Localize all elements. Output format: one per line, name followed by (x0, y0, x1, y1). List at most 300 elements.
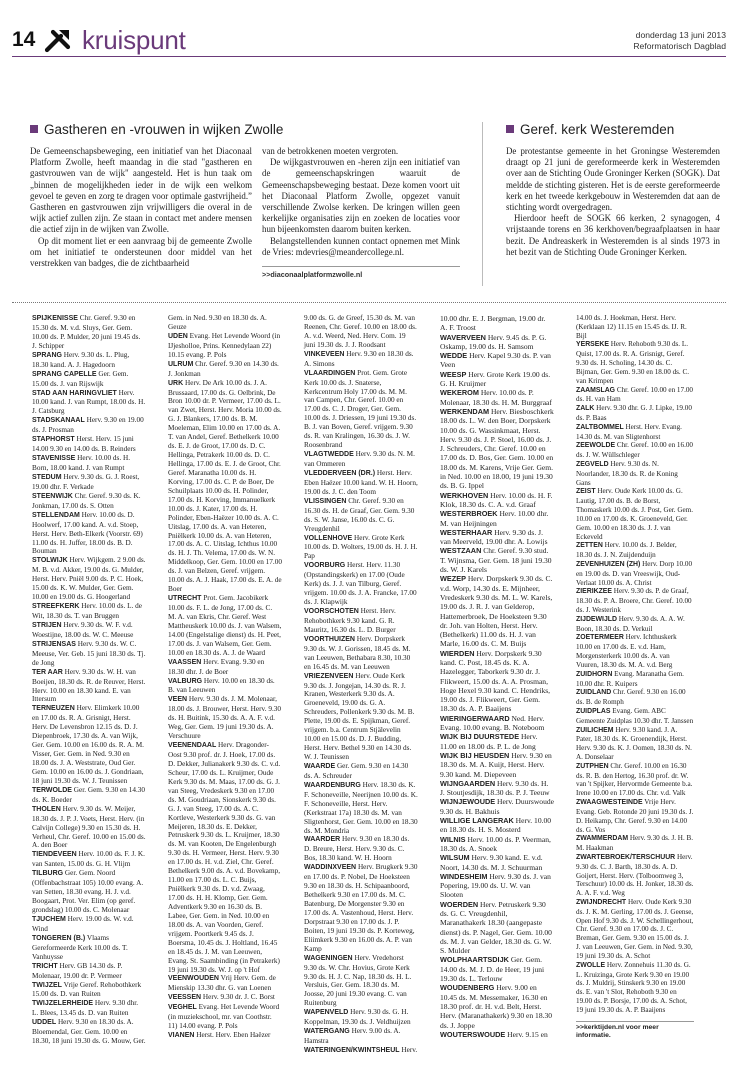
listing-entry (168, 695, 282, 741)
place-name: WERKHOVEN (440, 490, 489, 500)
listing-entry (304, 635, 418, 672)
service-times: 14.00 ds. J. Hoekman, Herst. Herv. (Kerklaan 12) 11.15 en 15.45 ds. IJ. R. Bijl (576, 314, 687, 340)
place-name: ZWARTEBROEK/TERSCHUUR (576, 853, 676, 861)
source-link[interactable]: >>diaconaalplatformzwolle.nl (262, 266, 460, 280)
service-times: Herv. 9.15 en (507, 1029, 548, 1039)
listing-entry (304, 561, 418, 607)
service-times: Herv. 9.30 ds. L. Plug, 18.30 kand. A. J. Hagedoorn (32, 350, 130, 369)
listing-entry (168, 594, 282, 658)
place-name: TJUCHEM (32, 915, 66, 923)
service-times: Evang. Het Levende Woord (in muziekschool, mr. van Coothstr. 11) 14.00 evang. P. Pols (168, 1003, 280, 1031)
listing-entry (576, 726, 694, 762)
service-times: Herv. 9.30 ds. J. H. B. M. Haakman (576, 834, 694, 853)
place-name: VOLLENHOVE (304, 534, 353, 542)
service-times: Herv. 10.00 en 18.30 ds. B. van Leeuwen (168, 676, 275, 695)
paragraph: De protestantse gemeente in het Groningse Westeremden draagt op 21 juni de gereformeerde kerk in Westeremden over aan de Stichting Oude Groninger Kerken (SOGK). Dat meldde de stichting gisteren. Het is de eerste gereformeerde kerk en het tweede kerkgebouw in Westeremden dat aan de stichting wordt overgedragen. (506, 146, 720, 213)
listing-entry (304, 369, 418, 450)
listing-entry (440, 983, 554, 1029)
place-name: WINDESHEIM (440, 871, 488, 881)
service-times: Vrij Herv. Gem. de Mienskip 13.30 dhr. G. van Loenen (168, 974, 276, 993)
listing-entry (32, 473, 146, 492)
place-name: VEESSEN (168, 994, 202, 1002)
place-name: WIERINGERWAARD (440, 713, 510, 723)
service-times: Herst. Herv. Eben Haëzer (196, 1031, 271, 1040)
place-name: WIJK BIJ HEUSDEN (440, 750, 510, 760)
place-name: WADDINXVEEN (304, 864, 357, 872)
place-name: WIERDEN (440, 648, 475, 658)
place-name: WOUDENBERG (440, 983, 495, 993)
listing-entry (32, 981, 146, 1000)
place-name: STOLWIJK (32, 557, 68, 565)
listing-entry (168, 1031, 282, 1041)
listing-entry (576, 834, 694, 853)
article-gastheren-title (30, 122, 283, 137)
listing-entry (576, 314, 694, 340)
place-name: WEZEP (440, 574, 466, 584)
listing-entry (168, 658, 282, 677)
place-name: TIENDEVEEN (32, 851, 77, 859)
paragraph: Belangstellenden kunnen contact opnemen met Mink de Vries: mdevries@meandercollege.nl. (262, 235, 460, 257)
listing-entry (576, 798, 694, 834)
service-times: Herv. 9.30 ds. J. M. Molenaar, 18.00 ds. J. Brouwer, Herst. Herv. 9.30 ds. H. Buitink, 15.30 ds. A. A. F. v.d. Weg, Ger. Gem. 19 juni 19.30 ds. A. Verschuure (168, 695, 282, 741)
service-times: Herv. GB 14.30 ds. P. Molenaar, 19.00 dr. P. Vermeer (32, 961, 123, 980)
service-times: Herv. 9.30 ds. C. J. Barth, 18.30 ds. A. D. Goijert, Herst. Herv. (Tolboomweg 3, Terschuur) 10.00 ds. H. Jonker, 18.30 ds. A. A. F. v.d. Weg (576, 852, 694, 898)
place-name: ZIERIKZEE (576, 588, 612, 596)
service-times: Evang. Gem. ABC Gemeente Zuidplas 10.30 dhr. T. Janssen (576, 706, 694, 725)
place-name: VAASSEN (168, 658, 202, 666)
service-times: Chr. Geref. 9.30 ds. K. Jonkman, 17.00 ds. S. Otten (32, 491, 141, 510)
place-name: YERSEKE (576, 341, 609, 349)
service-times: Herv. 9.30 ds. J. van Meerveld, 19.00 dhr. A. Lowijs (440, 527, 548, 547)
place-name: WATERGANG (304, 1028, 350, 1036)
place-name: TERWOLDE (32, 786, 72, 794)
place-name: WOLPHAARTSDIJK (440, 955, 509, 965)
listing-entry (32, 999, 146, 1018)
place-name: WAARDENBURG (304, 781, 361, 789)
listing-column-5 (576, 314, 694, 1041)
place-name: SPIJKENISSE (32, 315, 78, 322)
service-times: Herv. Rehoboth 9.30 ds. L. Quist, 17.00 ds. R. A. Grisnigt, Geref. 9.30 ds. H. Scholing, 14.30 ds. C. Bijman, Ger. Gem. 9.30 en 18.00 ds. C. van Krimpen (576, 340, 690, 385)
service-times: Herv. 10.00 kand. J. van Rumpt, 18.00 ds. H. J. Catsburg (32, 388, 146, 416)
service-times: Herv. Oude Kerk 9.30 ds. J. Jongejan, 14.30 ds. R. J. Kranen, Westerkerk 9.30 ds. A. Groeneveld, 19.00 ds. G. A. Schreuders, Pollenkerk 9.30 ds. M. B. Plette, 19.00 ds. E. Spijkman, Geref. vrijgem. b.a. Centrum Stjälevelin 10.00 en 15.00 ds. D. J. Budding, Herst. Herv. Bethel 9.30 en 14.30 ds. W. J. Teunissen (304, 671, 415, 761)
place-name: WILSUM (440, 853, 470, 863)
listing-entry (440, 816, 554, 835)
place-name: STAVENISSE (32, 455, 76, 463)
listing-entry (304, 835, 418, 863)
service-times: Herv. 10.00 ds. J. Belder, 18.30 ds. J. N. Zuijdenduijn (576, 541, 677, 560)
article-westeremden-body (506, 146, 720, 258)
place-name: TWIJZEL (32, 981, 62, 989)
place-name: ZEIST (576, 488, 596, 496)
paragraph: Hierdoor heeft de SOGK 66 kerken, 2 synagogen, 4 vrijstaande torens en 36 kerkhoven/begraafplaatsen in haar bezit. De Andreaskerk in Westeremden is al sinds 1973 in het bezit van de Stichting Oude Groninger Kerken. (506, 213, 720, 257)
listing-entry (440, 714, 554, 733)
listing-entry (576, 560, 694, 587)
service-times: Chr. Geref. 10.00 en 16.30 ds. R. B. den Hertog, 16.30 prof. dr. W. van 't Spijker, Hervormde Gemeente b.a. Irene 10.00 en 17.00 ds. Chr. v.d. Valk (576, 761, 693, 798)
place-name: WAPENVELD (304, 1009, 349, 1017)
service-times: Chr. Geref. 9.30 stud. T. Wijnsma, Ger. Gem. 18 juni 19.30 ds. W. J. Karels (440, 546, 552, 575)
listing-column-2 (168, 314, 282, 1041)
place-name: STELLENDAM (32, 511, 80, 519)
listing-entry (168, 677, 282, 696)
service-times: Herv. 10.00 ds. H. Born, 18.00 kand. J. van Rumpt (32, 454, 131, 472)
page-number: 14 (12, 28, 36, 51)
service-times: Herv. (401, 1046, 418, 1054)
place-name: VEENWOUDEN (168, 975, 219, 983)
listing-entry (576, 587, 694, 614)
service-times: Herv. 9.30 en 18.30 ds. M. A. Kuijt, Herst. Herv. 9.30 kand. M. Diepeveen (440, 750, 552, 779)
column-divider (482, 122, 483, 286)
place-name: ZUIDPLAS (576, 707, 611, 715)
listing-entry (304, 534, 418, 562)
service-times: Herst. Herv. Rehobothkerk 9.30 kand. G. R. Mauritz, 16.30 ds. L. D. Burger (304, 607, 396, 634)
service-times: Herv. Brugkerk 9.30 en 17.00 ds. P. Nobel, De Hoeksteen 9.30 en 18.30 ds. H. Schipaanboord, Bethelkerk 9.30 en 17.00 ds. M. C. Batenburg, De Morgenster 9.30 en 17.00 ds. A. Vastenhoud, Herst. Herv. Dorpstraat 9.30 en 17.00 ds. J. P. Boiten, 19 juni 19.30 ds. P. Korteweg, Eliimkerk 9.30 en 16.00 ds. A. P. van Kamp (304, 863, 418, 953)
listing-entry (32, 602, 146, 621)
listing-entry (32, 556, 146, 602)
place-name: WILNIS (440, 834, 466, 844)
place-name: ZWAMMERDAM (576, 835, 629, 843)
listing-entry (32, 704, 146, 785)
place-name: VEGHEL (168, 1004, 197, 1012)
listing-entry (304, 781, 418, 836)
listing-entry (304, 1046, 418, 1056)
listing-entry (168, 360, 282, 379)
place-name: UDEN (168, 332, 188, 340)
place-name: ZWAAGWESTEINDE (576, 799, 643, 807)
service-times: Herv. 10.00 ds. P. Molenaar, 18.30 ds. H. M. Burggraaf (440, 388, 552, 407)
service-times: Herv. Dorpskerk 9.30 kand. C. Post, 18.45 ds. K. A. Hazelegger, Taborkerk 9.30 dr. J. Flikweert, 15.00 ds. A. A. Prosman, Hoge Hexel 9.30 kand. C. Hendriks, 19.00 ds. J. Flikweert, Ger. Gem. 18.30 ds. A. P. Baaijens (440, 648, 551, 714)
listing-entry (440, 900, 554, 956)
page-header (0, 0, 738, 56)
article-gastheren-col1 (30, 146, 252, 269)
place-name: SPRANG CAPELLE (32, 370, 97, 378)
listing-entry (168, 314, 282, 332)
listing-entry (576, 386, 694, 405)
service-times: Herv. 9.30 en 18.30 ds. D. Breure, Herst. Herv. 9.30 ds. C. Bos, 18.30 kand. W. H. Hoorn (304, 835, 410, 863)
paragraph: Op dit moment liet er een aanvraag bij de gemeente Zwolle om het initiatief te ondersteunen door middel van het verstrekken van badges, die de zichtbaarheid (30, 235, 252, 269)
service-times: Herv. 9.00 en 10.45 ds. M. Messemaker, 16.30 en 18.30 prof. dr. H. v.d. Belt, Herst. Herv. (Maranathakerk) 9.30 en 18.30 ds. J. Joppe (440, 983, 553, 1030)
listing-entry (304, 1008, 418, 1027)
place-name: TER AAR (32, 668, 63, 676)
service-times: 10.00 dhr. E. J. Bergman, 19.00 dr. A. F. Troost (440, 314, 546, 333)
listing-entry (440, 509, 554, 528)
listing-entry (440, 528, 554, 547)
place-name: WAVERVEEN (440, 332, 486, 342)
place-name: ZUIDLAND (576, 689, 612, 697)
place-name: WEDDE (440, 351, 468, 361)
listing-entry (304, 863, 418, 953)
crossroads-logo-icon (44, 26, 72, 54)
place-name: ZEEWOLDE (576, 442, 616, 450)
listing-entry (576, 633, 694, 669)
listing-column-1 (32, 314, 146, 1046)
listing-entry (440, 732, 554, 751)
header-rule (12, 56, 726, 57)
place-name: ULRUM (168, 360, 194, 368)
place-name: UTRECHT (168, 595, 202, 603)
service-times: Herv. 19.00 ds. W. v.d. Wind (32, 914, 134, 933)
service-times: Herv. 9.30 kand. J. A. Pater, 18.30 ds. K. Groenendijk, Herst. Herv. 9.30 ds. K. J. Oomen, 18.30 ds. N. A. Donselaar (576, 725, 692, 761)
listing-entry (32, 668, 146, 705)
service-times: Prot. Gem. Jacobikerk 10.00 ds. F. L. de Jong, 17.00 ds. C. M. A. van Ekris, Chr. Geref. West Mattheuskerk 10.00 ds. J. van Walsem, 14.00 (Engelstalige dienst) ds. H. Peet, 17.00 ds. J. van Walsem, Ger. Gem. 10.00 en 18.30 ds. A. J. de Waard (168, 594, 282, 657)
service-times: Herv. 9.30 en 18.30 ds. A. Simons (304, 349, 414, 368)
service-times: 9.00 ds. G. de Greef, 15.30 ds. M. van Reenen, Chr. Geref. 10.00 en 18.00 ds. A. v.d. Weerd, Ned. Herv. Com. 19 juni 19.30 ds. J. J. Roodsant (304, 314, 417, 349)
service-times: Herv. 10.00 ds. P. Veerman, 18.30 ds. A. Snoek (440, 834, 551, 853)
service-times: Herv. Oude Kerk 10.00 ds. G. Lautig, 17.00 ds. B. de Borst, Thomaskerk 10.00 ds. J. Post, Ger. Gem. 10.00 en 17.00 ds. K. Groeneveld, Ger. Gem. 10.00 en 18.30 ds. J. J. van Eckeveld (576, 487, 694, 541)
service-times: Herv. 10.00 ds. F. J. K. van Santen, 15.00 ds. G. H. Vlijm (32, 850, 145, 869)
listing-entry (32, 435, 146, 454)
service-times: Evang. Maranatha Gem. 10.00 dhr. R. Kuipers (576, 669, 684, 688)
service-times: Evang. Het Levende Woord (in IJjesholloe, Prins. Kennedylaan 22) 10.15 evang. P. Pols (168, 331, 281, 359)
place-name: THOLEN (32, 805, 61, 813)
service-times: Vrije Herv. Evang. Geb. Rotonde 20 juni 19.30 ds. J. D. Heikamp, Chr. Geref. 9.30 en 14.00 ds. G. Vos (576, 798, 694, 834)
listing-entry (440, 491, 554, 510)
place-name: WILLIGE LANGERAK (440, 816, 514, 826)
place-name: ZETTEN (576, 542, 603, 550)
listing-entry (32, 492, 146, 511)
service-times: Chr. Geref. 10.00 en 16.00 ds. J. W. Wüllschleger (576, 441, 693, 460)
service-times: Herv. 10.00 ds. L. de Wit, 18.30 ds. T. van Bruggen (32, 602, 143, 620)
place-name: WIJNJEWOUDE (440, 797, 496, 807)
listing-entry (32, 915, 146, 934)
section-title: kruispunt (82, 25, 186, 55)
date-line (633, 30, 726, 52)
listing-separator (12, 302, 726, 303)
listing-entry (32, 962, 146, 981)
place-name: ZUTPHEN (576, 762, 609, 770)
listing-column-3 (304, 314, 418, 1056)
service-times: Herst. Herv. Evang. 14.30 ds. M. van Sligtenhorst (576, 422, 682, 441)
place-name: VIANEN (168, 1032, 195, 1040)
place-name: VLISSINGEN (304, 497, 347, 505)
place-name: ZALTBOMMEL (576, 423, 624, 431)
service-times: Herv. Kapel 9.30 ds. P. van Veen (440, 351, 551, 370)
service-times: Herv. 9.30 kand. E. v.d. Noort, 14.30 ds. M. J. Schuurman (440, 853, 543, 872)
service-times: Herv. Dorpskerk 9.30 ds. C. v.d. Worp, 14.30 ds. E. Mijnheer, Vredeskerk 9.30 ds. M. L. W. Karels, 19.00 ds. J. R. J. van Gelderop, Hattemerbroek, De Hoeksteen 9.30 dr. Joh. van Holten, Herst. Herv. (Bethelkerk) 11.00 ds. H. J. van Marle, 16.00 ds. C. M. Buijs (440, 574, 553, 649)
listing-entry (32, 454, 146, 473)
service-times: Herv. 9.30 ds. P. de Graaf, 18.30 ds. P. A. Broere, Chr. Geref. 10.00 ds. J. Westerink (576, 587, 692, 614)
listing-entry (440, 853, 554, 872)
service-times: Herv. Wijkgem. 2 9.00 ds. M. B. v.d. Akker, 19.00 ds. G. Mulder, Herst. Herv. Pniël 9.00 ds. P. C. Hoek, 15.00 ds. K. W. Mulder, Ger. Gem. 10.00 en 19.00 ds. G. Hoogerland (32, 556, 146, 602)
listing-entry (576, 441, 694, 460)
listing-entry (304, 672, 418, 762)
listing-entry (32, 511, 146, 557)
place-name: TONGEREN (B.) (32, 934, 86, 942)
listing-entry (168, 974, 282, 993)
place-name: UDDEL (32, 1019, 57, 1027)
place-name: ZALK (576, 405, 595, 413)
service-times: Herv. 9.00 ds. A. Hamstra (304, 1027, 401, 1046)
listing-entry (32, 370, 146, 389)
listing-entry (32, 805, 146, 851)
listing-entry (32, 621, 146, 640)
article-gastheren-col2 (262, 146, 460, 280)
listing-entry (32, 869, 146, 915)
service-times: Herst. Herv. Eben Haëzer 10.00 kand. W. H. Hoorn, 19.00 ds. J. C. den Toom (304, 468, 418, 496)
listing-entry (576, 487, 694, 541)
place-name: WAARDER (304, 836, 341, 844)
listing-entry (440, 835, 554, 854)
service-times: Herv. 10.00 ds. D. Hoolwerf, 17.00 kand. A. v.d. Stoep, Herst. Herv. Beth-Elkerk (Voorstr. 69) 11.00 ds. H. Juffer, 18.00 ds. B. D. Bouman (32, 510, 143, 556)
service-times: Herv. 9.30 ds. J. van Popering, 19.00 ds. U. W. van Slooten (440, 871, 551, 900)
place-name: ZAAMSLAG (576, 386, 616, 394)
service-times: Herv. 9.30 ds. H. J. Stoutjesdijk, 18.30 ds. P. J. Teeuw (440, 778, 550, 798)
place-name: VRIEZENVEEN (304, 672, 354, 680)
place-name: WOUTERSWOUDE (440, 1029, 506, 1039)
service-times: Herv. Ichthuskerk 10.00 en 17.00 ds. E. v.d. Ham, Morgensterkerk 10.00 ds. A. van Vuuren, 18.30 ds. M. A. v.d. Berg (576, 633, 677, 669)
square-bullet-icon (30, 125, 38, 133)
listing-entry (576, 615, 694, 634)
place-name: STRIJENSAS (32, 640, 76, 648)
place-name: VLEDDERVEEN (DR.) (304, 469, 376, 477)
listing-entry (168, 741, 282, 974)
service-times: Herv. Evang. 9.30 en 18.30 dhr. J. de Boer (168, 657, 265, 676)
service-times: Herv. Vredehorst 9.30 ds. W. Chr. Hovius, Grote Kerk 9.30 ds. H. J. C. Nap, 18.30 ds. H. L. Versluis, Ger. Gem. 18.30 ds. M. Joosse, 20 juni 19.30 evang. C. van Ruitenburg (304, 953, 412, 1008)
place-name: TRICHT (32, 962, 58, 970)
service-times: Herv. 18.30 ds. K. F. Schoneveille, Neerijnen 10.00 ds. K. F. Schoneveille, Herst. Herv. (Kerkstraat 17a) 18.30 ds. M. van Sligtenhorst, Ger. Gem. 10.00 en 18.30 ds. M. Mondria (304, 780, 418, 835)
listing-entry (576, 762, 694, 798)
listing-entry (304, 954, 418, 1009)
place-name: WEESP (440, 369, 467, 379)
listing-entry (576, 898, 694, 961)
listing-entry (576, 404, 694, 423)
listing-entry (440, 314, 554, 333)
service-times: Vlaams Gereformeerde Kerk 10.00 ds. T. Vanhuysse (32, 933, 128, 961)
service-times: Chr. Geref. 9.30 en 16.30 ds. H. de Graaf, Ger. Gem. 9.30 ds. S. W. Janse, 16.00 ds. C. G. Vreugdenhil (304, 496, 415, 533)
place-name: STEDUM (32, 473, 62, 481)
listing-entry (440, 574, 554, 648)
service-times: Herst. Herv. 11.30 (Opstandingskerk) en 17.00 (Oude Kerk) ds. J. J. van Tilburg, Geref. vrijgem. 10.00 ds. J. A. Francke, 17.00 ds. J. Klapwijk (304, 561, 417, 607)
listing-entry (304, 497, 418, 534)
kerktijden-link[interactable]: >>kerktijden.nl voor meer informatie. (576, 1021, 694, 1042)
paragraph: van de betrokkenen moeten vergroten. (262, 146, 399, 156)
listing-entry (168, 379, 282, 595)
place-name: STEENWIJK (32, 492, 73, 500)
listing-entry (304, 350, 418, 369)
service-times: Herv. Elimkerk 10.00 en 17.00 ds. R. A. Grisnigt, Herst. Herv. De Levensbron 12.15 ds. D. J. Diepenbroek, 17.30 ds. A. van Wijk, Ger. Gem. 10.00 en 16.00 ds. R. A. M. Visser, Ger. Gem. in Ned. 9.30 en 18.00 ds. J. A. Weststrate, Oud Ger. Gem. 10.00 en 16.00 ds. J. Gondriaan, 18 juni 19.30 ds. W. J. Teunissen (32, 704, 144, 785)
service-times: Herv. De Ark 10.00 ds. J. A. Brussaard, 17.00 ds. G. Oelbrink, De Bron 10.00 dr. P. Vermeer, 17.00 ds. L. van Zwet, Herst. Herv. Moria 10.00 ds. G. J. Blankers, 17.00 ds. B. M. Moeleman, Elim 10.00 en 17.00 ds. A. T. van Andel, Geref. Bethelkerk 10.00 ds. E. J. de Groot, 17.00 ds. D. C. Hellinga, Petrakerk 10.00 ds. D. C. Hellinga, 17.00 ds. E. J. de Groot, Chr. Geref. Maranatha 10.00 ds. H. Korving, 17.00 ds. C. P. de Boer, De Schuilplaats 10.00 ds. H. Polinder, 17.00 ds. H. Korving, Immanuelkerk 10.00 ds. J. Kater, 17.00 ds. H. Polinder, Eben-Haëzer 10.00 ds. A. C. Uitslag, 17.00 ds. A. van Heteren, Pniëlkerk 10.00 ds. A. van Heteren, 17.00 ds. A. C. Uitslag, Ichthus 10.00 ds. H. J. Th. Velema, 17.00 ds. W. N. Middelkoop, Ger. Gem. 10.00 en 17.00 ds. J. van Belzen, Geref. vrijgem. 10.00 ds. A. J. Haak, 17.00 ds. E. A. de Boer (168, 378, 282, 594)
listing-entry (304, 607, 418, 635)
service-times: Herv. Dorpskerk 9.30 ds. W. J. Gorissen, 18.45 ds. M. van Leeuwen, Bethabara 8.30, 10.30 en 16.45 ds. M. van Leeuwen (304, 634, 411, 671)
issue-date: donderdag 13 juni 2013 (635, 30, 726, 40)
article-westeremden-title-text: Geref. kerk Westeremden (520, 122, 675, 137)
listing-entry (440, 388, 554, 407)
place-name: ZEVENHUIZEN (ZH) (576, 560, 641, 568)
place-name: ZEGVELD (576, 461, 609, 468)
listing-entry (440, 751, 554, 779)
service-times: Chr. Geref. 9.30 en 16.00 ds. B. de Romph (576, 688, 686, 707)
listing-entry (304, 469, 418, 497)
listing-entry (440, 407, 554, 491)
service-times: Herv. 11.00 en 18.00 ds. P. L. de Jong (440, 732, 538, 751)
place-name: ZIJDEWIJLD (576, 615, 617, 623)
listing-entry (32, 416, 146, 435)
listing-entry (576, 670, 694, 689)
place-name: TILBURG (32, 870, 64, 878)
listing-entry (32, 314, 146, 351)
service-times: Ger. Gem. 15.00 ds. J. van Rijswijk (32, 369, 129, 388)
service-times: Herv. 9.30 en 18.30 ds. A. Bloemendal, Ger. Gem. 10.00 en 18.30, 18 juni 19.30 ds. G. Mouw, Ger. (32, 1018, 146, 1046)
service-times: Herv. Oude Kerk 9.30 ds. J. K. M. Gerling, 17.00 ds. J. Geense, Open Hof 9.30 ds. J. W. Schellingerhout, Chr. Geref. 9.30 en 17.00 ds. J. C. Breman, Ger. Gem. 9.30 en 15.00 ds. J. J. van Leeuwen, Ger. Gem. in Ned. 9.30, 19 juni 19.30 ds. A. Schot (576, 898, 694, 960)
listing-entry (32, 389, 146, 417)
service-times: Herv. 9.30 dr. J. C. Borst (202, 993, 275, 1002)
service-times: Herv. 9.30 ds. N. Noorlander, 18.30 ds. R. de Koning Gans (576, 460, 678, 487)
service-times: Ger. Gem. 9.30 en 14.30 ds. K. Boeder (32, 785, 146, 804)
place-name: VLAGTWEDDE (304, 451, 354, 459)
service-times: Herv. 9.30 ds. G. H. Koppelman, 19.30 ds. J. Veldhuijzen (304, 1008, 411, 1027)
listing-entry (576, 423, 694, 442)
service-times: Herv. Grote Kerk 19.00 ds. G. H. Kruijmer (440, 369, 551, 389)
place-name: VOORTHUIZEN (304, 635, 355, 643)
listing-entry (440, 872, 554, 900)
place-name: WESTERHAAR (440, 527, 493, 537)
paragraph: De Gemeenschapsbeweging, een initiatief van het Diaconaal Platform Zwolle, heeft maandag in die stad "gastheren en gastvrouwen van de wijk" aangesteld. Het is hun taak om „binnen de mogelijkheden ieder in de wijk een welkom gevoel te geven en zorg te dragen voor optimale gastvrijheid.” Gastheren en gastvrouwen zijn vrijwilligers die overal in de wijk actief zullen zijn. Ze staan in contact met andere mensen die actief zijn in de wijken van Zwolle. (30, 146, 252, 235)
service-times: Herv. 10.00 ds. H. F. Klok, 18.30 ds. C. A. v.d. Graaf (440, 490, 553, 509)
place-name: WAARDE (304, 762, 336, 770)
place-name: ZWOLLE (576, 961, 606, 969)
service-times: Herv. Petruskerk 9.30 ds. G. C. Vreugdenhil, Maranathakerk 18.30 (aangepaste dienst) ds. P. Nagel, Ger. Gem. 10.00 ds. M. J. van Gelder, 18.30 ds. G. W. S. Mulder (440, 899, 552, 956)
listing-entry (576, 688, 694, 707)
listing-entry (440, 333, 554, 352)
place-name: ZUILICHEM (576, 726, 614, 734)
place-name: WEKEROM (440, 388, 479, 398)
place-name: STADSKANAAL (32, 417, 85, 425)
place-name: ZOETERMEER (576, 634, 624, 642)
listing-entry (32, 786, 146, 805)
service-times: Herv. 9.30 ds. G. J. Roest, 19.00 dhr. F. Verkade (32, 472, 140, 491)
service-times: Herv. 9.45 ds. P. G. Oskamp, 19.00 ds. H. Samsom (440, 332, 547, 351)
listing-entry (576, 853, 694, 898)
service-times: Herv. Dorp 10.00 en 19.00 ds. D. van Vreeswijk, Oud-Verlaat 10.00 ds. A. Christ (576, 559, 693, 587)
service-times: Herv. Grote Kerk 10.00 ds. D. Wolters, 19.00 ds. H. J. H. Pap (304, 533, 418, 561)
service-times: Herv. 9.30 dhr. G. J. Lipke, 19.00 ds. P. Baas (576, 404, 692, 422)
listing-entry (304, 1027, 418, 1046)
listing-entry (440, 1030, 554, 1039)
place-name: TWIJZELERHEIDE (32, 1000, 94, 1008)
place-name: STRIJEN (32, 621, 62, 629)
service-times: Ger. Gem. 9.30 en 14.30 ds. A. Schreuder (304, 761, 409, 780)
place-name: TERNEUZEN (32, 705, 75, 713)
listing-entry (440, 351, 554, 370)
place-name: ZUIDHORN (576, 670, 613, 678)
service-times: Herv. 9.30 dhr. L. Blees, 13.45 ds. D. van Ruiten (32, 999, 139, 1018)
listing-entry (440, 797, 554, 816)
place-name: WESTERBROEK (440, 509, 498, 519)
listing-entry (304, 314, 418, 350)
listing-entry (168, 332, 282, 360)
service-times: Herv. 9.30 ds. W. F. v.d. Woestijne, 18.00 ds. W. C. Meeuse (32, 620, 134, 639)
service-times: Herv. 9.30 ds. W. C. Meeuse, Ver. Geb. 15 juni 18.30 ds. Tj. de Jong (32, 639, 146, 667)
service-times: Herv. 10.00 en 18.30 ds. H. S. Mosterd (440, 816, 552, 835)
listing-entry (32, 1018, 146, 1046)
listing-entry (576, 707, 694, 726)
listing-entry (576, 541, 694, 560)
place-name: WESTZAAN (440, 546, 482, 556)
place-name: VOORSCHOTEN (304, 608, 359, 615)
place-name: ZWIJNDRECHT (576, 899, 627, 906)
article-westeremden-title (506, 122, 674, 137)
listing-entry (440, 546, 554, 574)
place-name: STAD AAN HARINGVLIET (32, 389, 117, 397)
place-name: STAPHORST (32, 436, 75, 444)
place-name: WATERINGEN/KWINTSHEUL (304, 1047, 400, 1054)
service-times: Ned. Herv. Evang. 10.00 evang. B. Noteboom (440, 713, 545, 733)
listing-entry (168, 993, 282, 1003)
place-name: WOERDEN (440, 899, 479, 909)
service-times: Herv. 9.30 ds. W. H. van Boeijen, 18.30 ds. R. de Reuver, Herst. Herv. 10.00 en 18.30 kand. E. van Ittersum (32, 667, 146, 704)
service-times: Herv. 9.30 ds. A. A. W. Boon, 18.30 ds. D. Verkuil (576, 614, 685, 633)
service-times: Chr. Geref. 9.30 en 14.30 ds. J. Jonkman (168, 359, 279, 378)
listing-entry (440, 649, 554, 714)
